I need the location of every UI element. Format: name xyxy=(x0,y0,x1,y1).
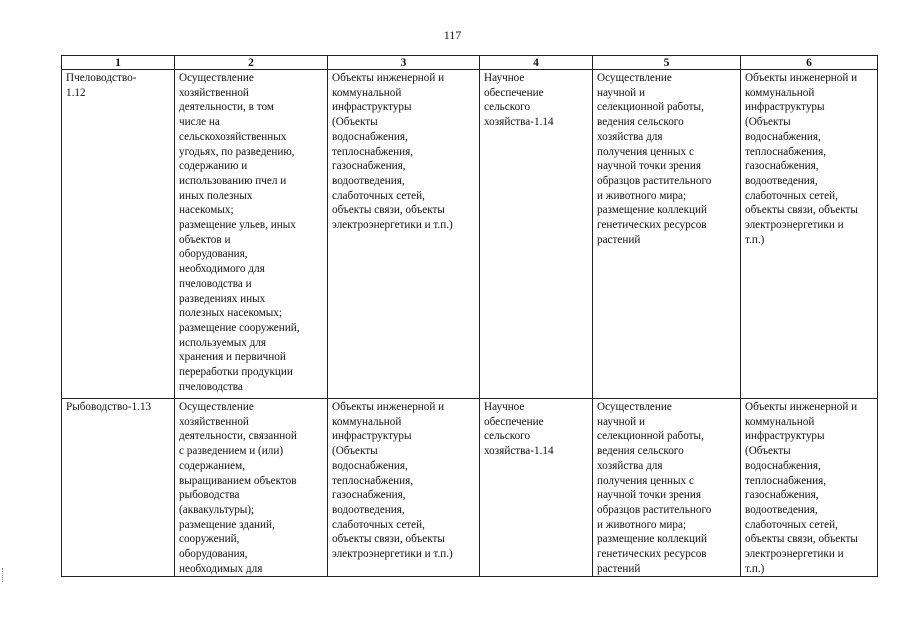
table-cell xyxy=(593,399,741,577)
page-number: 117 xyxy=(443,28,462,42)
scan-edge-mark xyxy=(2,568,6,582)
column-header-1: 1 xyxy=(62,56,175,70)
column-header-5: 5 xyxy=(593,56,741,70)
table-cell xyxy=(175,399,328,577)
cell-text: Объекты инженерной и коммунальной инфраструктуры (Объекты водоснабжения, теплоснабжения, газоснабжения, водоотведения, слаботочных сетей, объекты связи, объекты электроэнергетики и т.п.) xyxy=(332,72,453,232)
table-cell xyxy=(741,399,878,577)
table-row xyxy=(62,399,878,577)
cell-text: Осуществление хозяйственной деятельности, в том числе на сельскохозяйственных угодьях, по разведению, содержанию и использованию пчел и иных полезных насекомых; размещение ульев, иных объектов и оборудования, необходимого для пчеловодства и разведениях иных полезных насекомых; размещение сооружений, используемых для хранения и первичной переработки продукции пчеловодства xyxy=(179,72,300,393)
table-cell xyxy=(62,399,175,577)
table-cell xyxy=(62,70,175,399)
cell-text: Рыбоводство-1.13 xyxy=(66,401,152,413)
land-use-table xyxy=(61,55,878,577)
table-row xyxy=(62,70,878,399)
cell-text: Осуществление хозяйственной деятельности, связанной с разведением и (или) содержанием, выращиванием объектов рыбоводства (аквакультуры); размещение зданий, сооружений, оборудования, необходимых для xyxy=(179,401,297,575)
table-header-row xyxy=(62,56,878,70)
column-header-2: 2 xyxy=(175,56,328,70)
table-cell xyxy=(328,70,480,399)
cell-text: Осуществление научной и селекционной работы, ведения сельского хозяйства для получения ценных с научной точки зрения образцов растительного и животного мира; размещение коллекций генетических ресурсов растений xyxy=(597,72,712,246)
table-cell xyxy=(480,70,593,399)
cell-text: Объекты инженерной и коммунальной инфраструктуры (Объекты водоснабжения, теплоснабжения, газоснабжения, водоотведения, слаботочных сетей, объекты связи, объекты электроэнергетики и т.п.) xyxy=(745,401,858,575)
cell-text: Объекты инженерной и коммунальной инфраструктуры (Объекты водоснабжения, теплоснабжения, газоснабжения, водоотведения, слаботочных сетей, объекты связи, объекты электроэнергетики и т.п.) xyxy=(745,72,858,246)
cell-text: Осуществление научной и селекционной работы, ведения сельского хозяйства для получения ценных с научной точки зрения образцов растительного и животного мира; размещение коллекций генетических ресурсов растений xyxy=(597,401,712,575)
table-cell xyxy=(480,399,593,577)
cell-text: Пчеловодство- 1.12 xyxy=(66,72,137,99)
cell-text: Научное обеспечение сельского хозяйства-1.14 xyxy=(484,72,554,129)
cell-text: Объекты инженерной и коммунальной инфраструктуры (Объекты водоснабжения, теплоснабжения, газоснабжения, водоотведения, слаботочных сетей, объекты связи, объекты электроэнергетики и т.п.) xyxy=(332,401,453,561)
column-header-6: 6 xyxy=(741,56,878,70)
table-cell xyxy=(741,70,878,399)
table-cell xyxy=(175,70,328,399)
cell-text: Научное обеспечение сельского хозяйства-1.14 xyxy=(484,401,554,458)
column-header-4: 4 xyxy=(480,56,593,70)
column-header-3: 3 xyxy=(328,56,480,70)
table-cell xyxy=(328,399,480,577)
table-cell xyxy=(593,70,741,399)
